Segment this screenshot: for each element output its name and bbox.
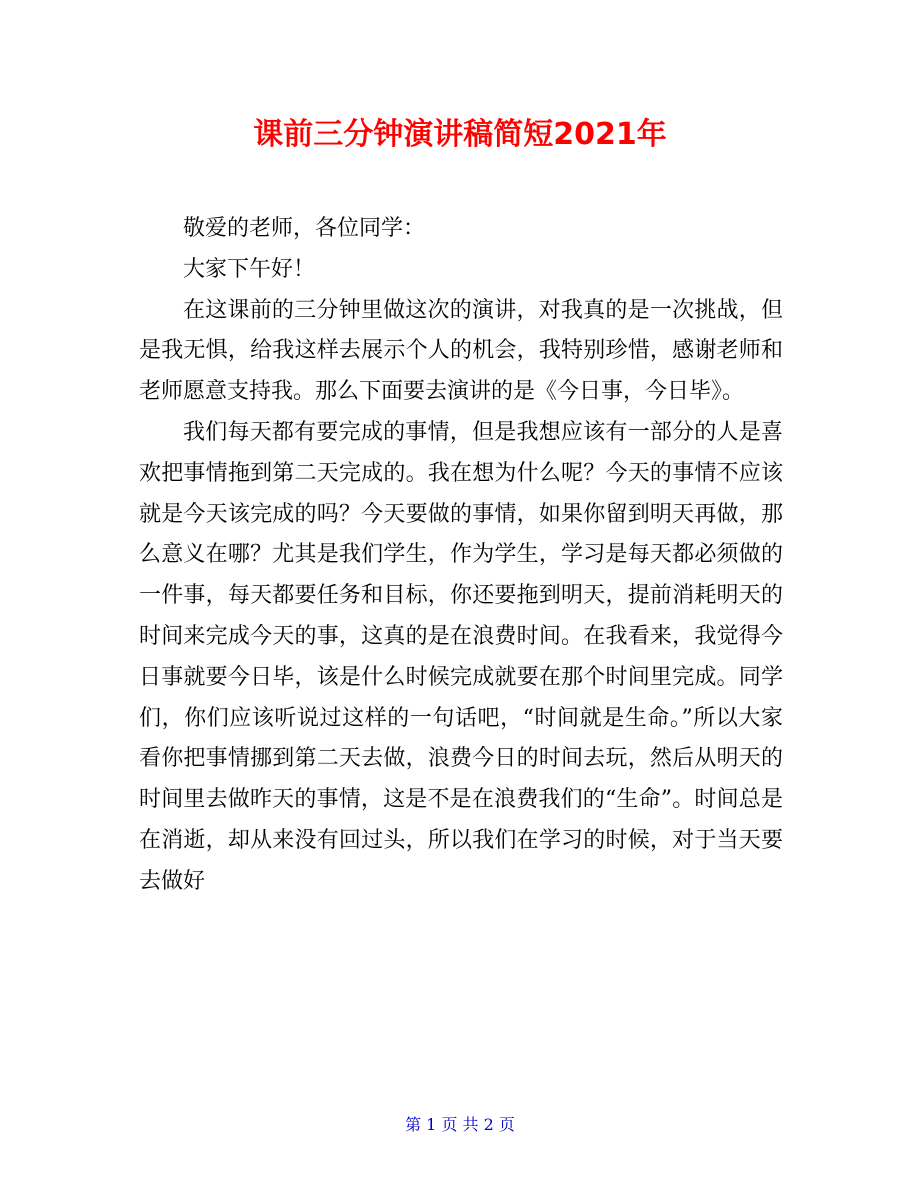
document-title: 课前三分钟演讲稿简短2021年 bbox=[253, 117, 667, 152]
paragraph-main: 我们每天都有要完成的事情，但是我想应该有一部分的人是喜欢把事情拖到第二天完成的。我在想为什么呢？今天的事情不应该就是今天该完成的吗？今天要做的事情，如果你留到明天再做，那么意义在哪？尤其是我们学生，作为学生，学习是每天都必须做的一件事，每天都要任务和目标，你还要拖到明天，提前消耗明天的时间来完成今天的事，这真的是在浪费时间。在我看来，我觉得今日事就要今日毕，该是什么时候完成就要在那个时间里完成。同学们，你们应该听说过这样的一句话吧，“时间就是生命。”所以大家看你把事情挪到第二天去做，浪费今日的时间去玩，然后从明天的时间里去做昨天的事情，这是不是在浪费我们的“生命”。时间总是在消逝，却从来没有回过头，所以我们在学习的时候，对于当天要去做好 bbox=[139, 419, 783, 894]
document-body bbox=[139, 209, 783, 903]
paragraph-introduction: 在这课前的三分钟里做这次的演讲，对我真的是一次挑战，但是我无惧，给我这样去展示个人的机会，我特别珍惜，感谢老师和老师愿意支持我。那么下面要去演讲的是《今日事，今日毕》。 bbox=[139, 297, 783, 405]
paragraph-salutation: 敬爱的老师，各位同学： bbox=[183, 216, 426, 241]
paragraph-greeting: 大家下午好！ bbox=[183, 256, 316, 282]
page-footer: 第 1 页 共 2 页 bbox=[405, 1115, 515, 1134]
